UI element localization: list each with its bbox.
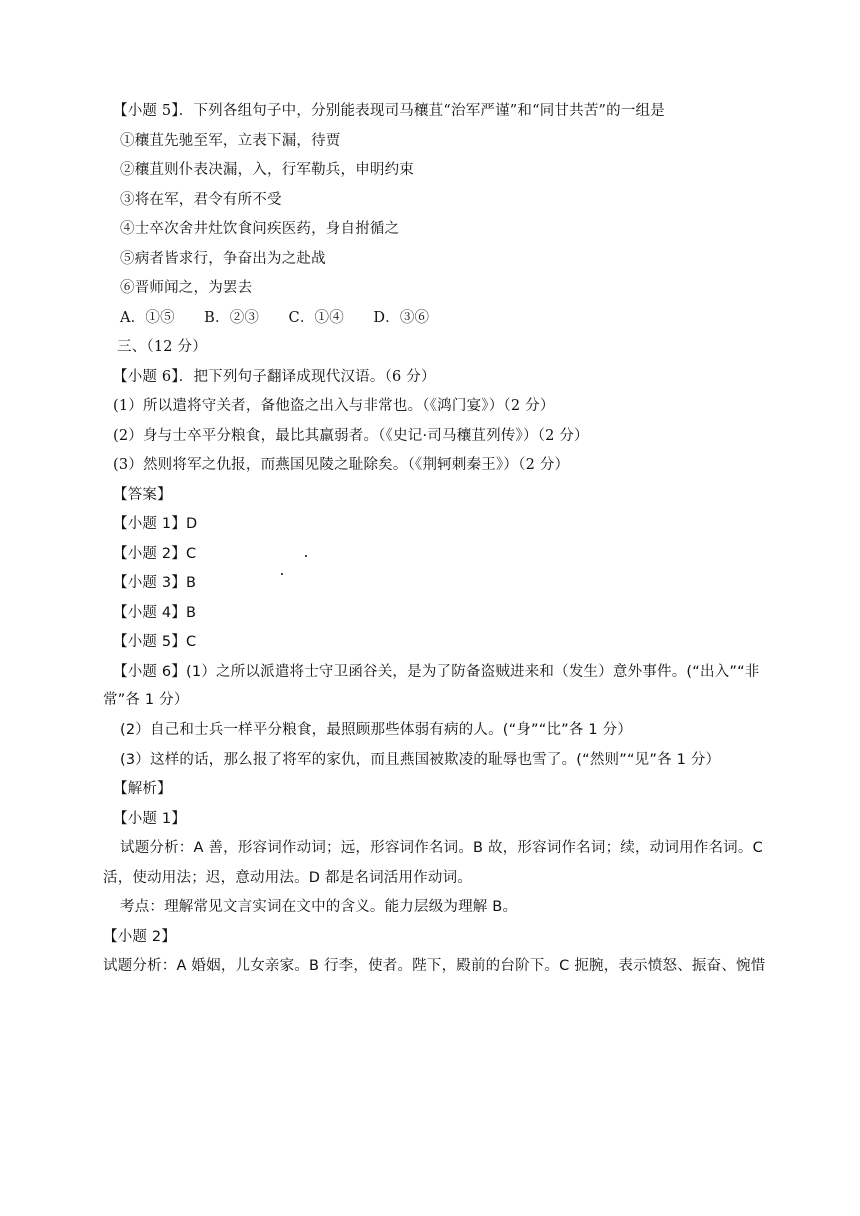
- question5-item: ③将在军，君令有所不受: [120, 192, 282, 208]
- analysis-q1-kaodian: 考点：理解常见文言实词在文中的含义。能力层级为理解 B。: [120, 899, 518, 915]
- translation-sentence: (1）所以遣将守关者，备他盗之出入与非常也。（《鸿门宴》）（2 分）: [113, 398, 555, 414]
- analysis-q2-text: 试题分析：A 婚姻，儿女亲家。B 行李，使者。陛下，殿前的台阶下。C 扼腕，表示愤怒、振奋、惋惜: [103, 958, 766, 974]
- analysis-q1-heading: 【小题 1】: [113, 811, 187, 827]
- answer-item: 【小题 3】B: [113, 575, 197, 591]
- analysis-q1-text: 试题分析：A 善，形容词作动词；远，形容词作名词。B 故，形容词作名词；续，动词用作名词。C: [120, 840, 763, 856]
- answer-item: 【小题 5】C: [113, 634, 197, 650]
- analysis-heading: 【解析】: [113, 781, 172, 797]
- analysis-q2-heading: 【小题 2】: [103, 929, 177, 945]
- scan-speck: [305, 555, 307, 557]
- question6-prompt: 【小题 6】．把下列句子翻译成现代汉语。（6 分）: [113, 369, 436, 385]
- question5-options: A．①⑤ B．②③ C．①④ D．③⑥: [120, 310, 430, 326]
- answer-q6-line: (3）这样的话，那么报了将军的家仇，而且燕国被欺凌的耻辱也雪了。(“然则”“见”各 1 分）: [120, 752, 721, 768]
- section3-heading: 三、（12 分）: [117, 339, 207, 355]
- answer-q6-line: 常”各 1 分）: [103, 692, 189, 708]
- analysis-q1-text: 活，使动用法；迟，意动用法。D 都是名词活用作动词。: [103, 870, 472, 886]
- question5-item: ⑥晋师闻之，为罢去: [120, 280, 253, 296]
- answer-q6-line: 【小题 6】(1）之所以派遣将士守卫函谷关，是为了防备盗贼进来和（发生）意外事件。(“出入”“非: [113, 664, 760, 680]
- question5-item: ①穰苴先驰至军，立表下漏，待贾: [120, 133, 341, 149]
- question5-item: ④士卒次舍井灶饮食问疾医药，身自拊循之: [120, 221, 400, 237]
- answer-item: 【小题 1】D: [113, 516, 198, 532]
- question5-item: ⑤病者皆求行，争奋出为之赴战: [120, 251, 326, 267]
- answer-q6-line: (2）自己和士兵一样平分粮食，最照顾那些体弱有病的人。(“身”“比”各 1 分）: [120, 722, 633, 738]
- scan-speck: [281, 573, 283, 575]
- answer-item: 【小题 2】C: [113, 546, 197, 562]
- answers-heading: 【答案】: [113, 487, 172, 503]
- translation-sentence: (3）然则将军之仇报，而燕国见陵之耻除矣。（《荆轲刺秦王》）（2 分）: [113, 457, 570, 473]
- answer-item: 【小题 4】B: [113, 605, 197, 621]
- question5-prompt: 【小题 5】．下列各组句子中，分别能表现司马穰苴“治军严谨”和“同甘共苦”的一组是: [113, 103, 665, 119]
- question5-item: ②穰苴则仆表决漏，入，行军勒兵，申明约束: [120, 162, 414, 178]
- translation-sentence: (2）身与士卒平分粮食，最比其羸弱者。（《史记·司马穰苴列传》）（2 分）: [113, 428, 589, 444]
